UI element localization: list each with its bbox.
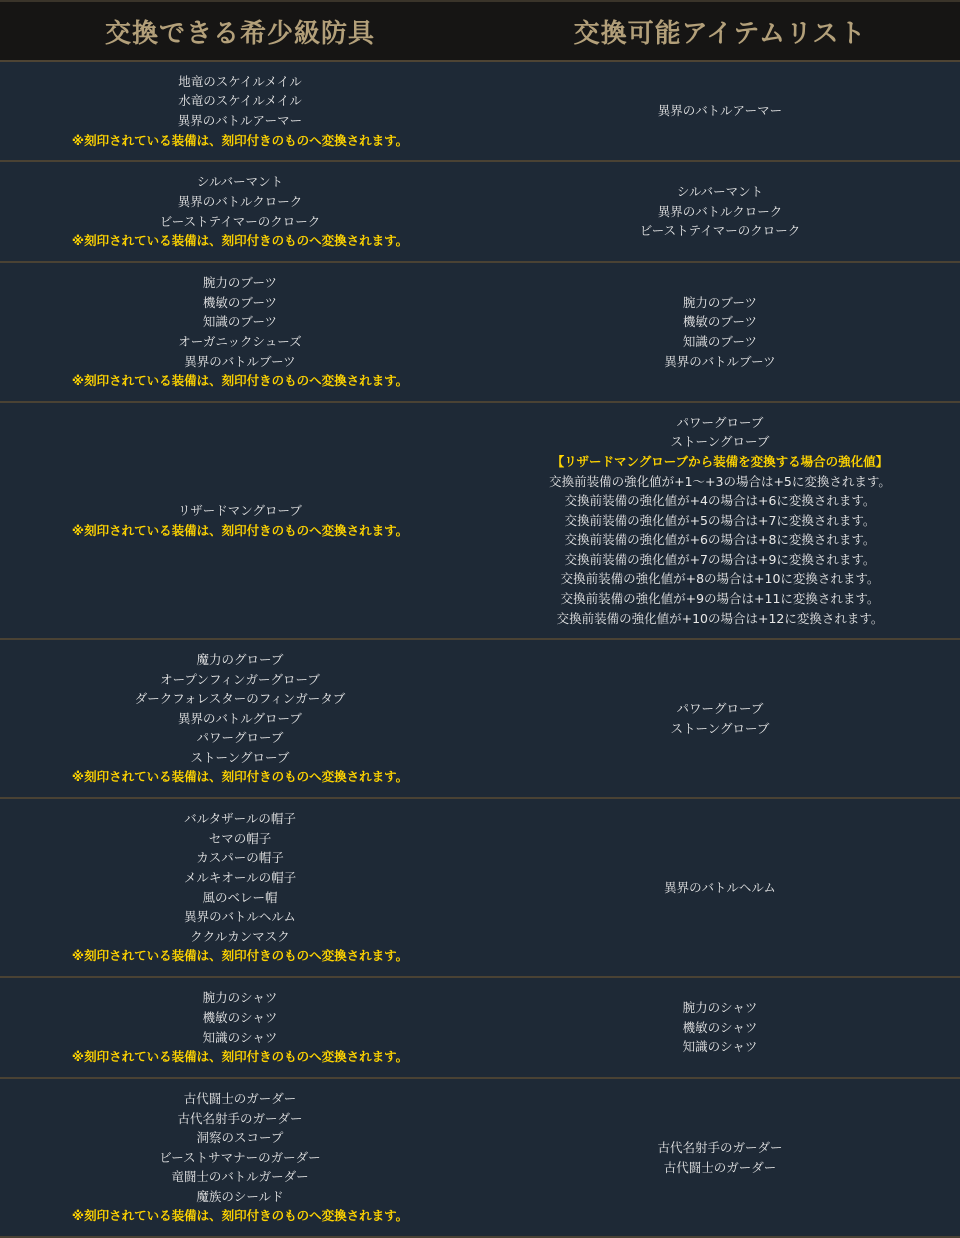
exchange-result-cell	[480, 61, 960, 161]
exchangeable-armor-cell	[0, 798, 480, 977]
armor-name: セマの帽子	[208, 830, 272, 846]
exchangeable-armor-cell	[0, 161, 480, 262]
enhancement-heading: 【リザードマングローブから装備を変換する場合の強化値】	[551, 453, 889, 469]
exchange-result-cell	[480, 639, 960, 798]
table-row	[0, 639, 960, 798]
item-name: 腕力のブーツ	[682, 294, 758, 310]
item-name: 機敏のブーツ	[682, 314, 758, 330]
armor-name: バルタザールの帽子	[184, 811, 296, 827]
armor-name: ククルカンマスク	[190, 928, 290, 944]
armor-name: 腕力のブーツ	[202, 275, 278, 291]
exchange-result-cell	[480, 977, 960, 1078]
enhancement-rule: 交換前装備の強化値が+10の場合は+12に変換されます。	[556, 610, 884, 626]
armor-name: 地竜のスケイルメイル	[178, 73, 302, 89]
exchangeable-armor-cell	[0, 61, 480, 161]
armor-name: 魔力のグローブ	[196, 651, 284, 667]
enhancement-rule: 交換前装備の強化値が+9の場合は+11に変換されます。	[560, 591, 880, 607]
item-name: 知識のシャツ	[682, 1039, 758, 1055]
armor-name: リザードマングローブ	[178, 502, 302, 518]
armor-name: オープンフィンガーグローブ	[160, 671, 320, 687]
armor-name: 水竜のスケイルメイル	[178, 93, 302, 109]
item-name: 腕力のシャツ	[682, 1000, 758, 1016]
armor-name: ストーングローブ	[190, 749, 290, 765]
armor-name: オーガニックシューズ	[178, 334, 302, 349]
exchangeable-armor-cell	[0, 639, 480, 798]
armor-name: 竜闘士のバトルガーダー	[171, 1169, 309, 1185]
item-name: 古代闘士のガーダー	[663, 1159, 777, 1175]
armor-name: ビーストサマナーのガーダー	[159, 1149, 321, 1165]
item-name: ストーングローブ	[670, 720, 770, 736]
exchangeable-armor-cell	[0, 977, 480, 1078]
enhancement-rule: 交換前装備の強化値が+7の場合は+9に変換されます。	[564, 551, 876, 567]
armor-name: 異界のバトルグローブ	[178, 710, 302, 726]
armor-name: ダークフォレスターのフィンガータブ	[134, 691, 346, 707]
exchangeable-armor-cell	[0, 262, 480, 402]
table-row	[0, 402, 960, 639]
engraving-note: ※刻印されている装備は、刻印付きのものへ変換されます。	[71, 1049, 409, 1065]
armor-name: 機敏のシャツ	[202, 1009, 278, 1025]
exchange-result-cell	[480, 161, 960, 262]
item-name: 異界のバトルブーツ	[664, 353, 776, 369]
enhancement-rule: 交換前装備の強化値が+5の場合は+7に変換されます。	[564, 512, 876, 528]
item-name: 異界のバトルヘルム	[664, 879, 776, 895]
armor-name: 知識のシャツ	[202, 1029, 278, 1045]
armor-name: 異界のバトルアーマー	[177, 113, 303, 128]
armor-name: メルキオールの帽子	[183, 869, 297, 885]
exchange-result-cell	[480, 262, 960, 402]
armor-name: 知識のブーツ	[202, 314, 278, 330]
armor-name: 洞察のスコープ	[196, 1130, 284, 1146]
armor-name: 古代闘士のガーダー	[183, 1090, 297, 1106]
item-name: 異界のバトルクローク	[657, 203, 783, 219]
exchange-result-cell	[480, 1078, 960, 1237]
enhancement-rule: 交換前装備の強化値が+1～+3の場合は+5に変換されます。	[549, 473, 891, 489]
armor-name: 異界のバトルヘルム	[184, 909, 296, 925]
item-name: パワーグローブ	[676, 414, 764, 430]
engraving-note: ※刻印されている装備は、刻印付きのものへ変換されます。	[71, 522, 409, 538]
item-name: シルバーマント	[676, 184, 764, 200]
armor-name: 機敏のブーツ	[202, 294, 278, 310]
enhancement-rule: 交換前装備の強化値が+8の場合は+10に変換されます。	[560, 571, 880, 587]
engraving-note: ※刻印されている装備は、刻印付きのものへ変換されます。	[71, 233, 409, 249]
header-right: 交換可能アイテムリスト	[480, 1, 960, 61]
item-name: 知識のブーツ	[682, 334, 758, 349]
engraving-note: ※刻印されている装備は、刻印付きのものへ変換されます。	[71, 769, 409, 785]
armor-name: カスパーの帽子	[196, 850, 284, 866]
armor-name: 腕力のシャツ	[202, 990, 278, 1006]
item-name: 機敏のシャツ	[682, 1019, 758, 1035]
engraving-note: ※刻印されている装備は、刻印付きのものへ変換されます。	[71, 373, 409, 389]
header-left: 交換できる希少級防具	[0, 1, 480, 61]
item-name: 古代名射手のガーダー	[657, 1139, 783, 1155]
enhancement-rule: 交換前装備の強化値が+6の場合は+8に変換されます。	[564, 532, 876, 548]
enhancement-rule: 交換前装備の強化値が+4の場合は+6に変換されます。	[564, 493, 876, 509]
header-row	[0, 1, 960, 61]
table-row	[0, 977, 960, 1078]
engraving-note: ※刻印されている装備は、刻印付きのものへ変換されます。	[71, 948, 409, 964]
exchange-result-cell	[480, 402, 960, 639]
table-row	[0, 262, 960, 402]
armor-name: ビーストテイマーのクローク	[159, 213, 321, 229]
table-row	[0, 1078, 960, 1237]
exchange-result-cell	[480, 798, 960, 977]
table-row	[0, 798, 960, 977]
item-name: パワーグローブ	[676, 700, 764, 716]
engraving-note: ※刻印されている装備は、刻印付きのものへ変換されます。	[71, 132, 409, 148]
engraving-note: ※刻印されている装備は、刻印付きのものへ変換されます。	[71, 1208, 409, 1224]
item-name: 異界のバトルアーマー	[657, 103, 783, 119]
table-body	[0, 61, 960, 1237]
table-row	[0, 161, 960, 262]
armor-name: 異界のバトルクローク	[177, 193, 303, 209]
item-name: ストーングローブ	[670, 434, 770, 450]
exchangeable-armor-cell	[0, 402, 480, 639]
table-row	[0, 61, 960, 161]
item-name: ビーストテイマーのクローク	[639, 223, 801, 239]
exchangeable-armor-cell	[0, 1078, 480, 1237]
armor-name: 風のベレー帽	[202, 889, 278, 905]
armor-name: 古代名射手のガーダー	[177, 1110, 303, 1126]
armor-name: 魔族のシールド	[196, 1188, 284, 1204]
armor-name: シルバーマント	[196, 174, 284, 190]
armor-name: 異界のバトルブーツ	[184, 353, 296, 369]
armor-name: パワーグローブ	[196, 730, 284, 746]
